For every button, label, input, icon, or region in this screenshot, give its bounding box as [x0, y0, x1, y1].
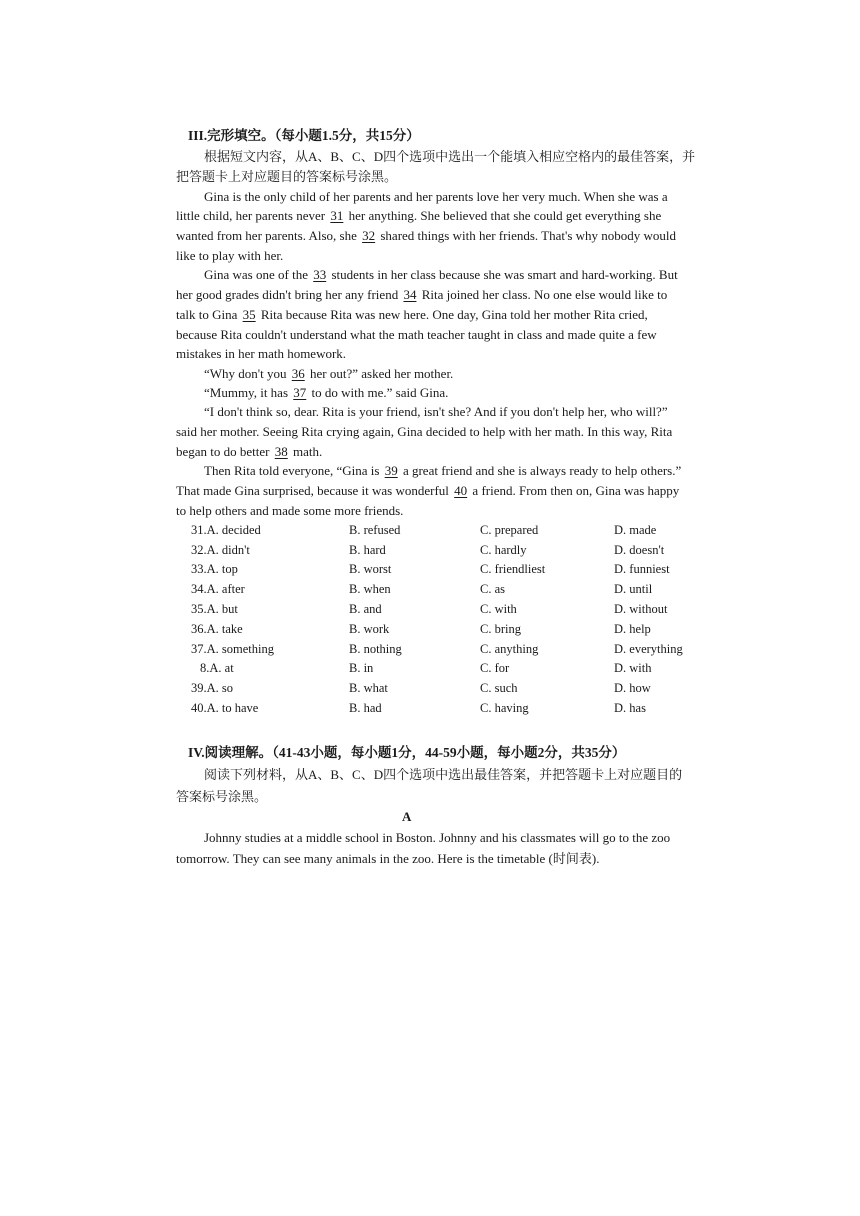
passage-line: Gina was one of the 33 students in her class because she was smart and hard-working. But	[204, 267, 678, 282]
blank-35: 35	[242, 307, 256, 322]
section4-heading: IV.阅读理解。（41-43小题，每小题1分，44-59小题，每小题2分，共35分）	[188, 745, 626, 760]
option-c: C. as	[480, 582, 505, 596]
option-d: D. funniest	[614, 562, 670, 576]
option-c: C. friendliest	[480, 562, 546, 576]
passage-line: talk to Gina 35 Rita because Rita was new here. One day, Gina told her mother Rita cried,	[176, 307, 648, 322]
option-d: D. with	[614, 661, 652, 675]
passage-line: to help others and made some more friends.	[176, 503, 404, 518]
option-a: 34.A. after	[191, 582, 245, 596]
option-a: 32.A. didn't	[191, 543, 250, 557]
option-a: 8.A. at	[200, 661, 234, 675]
option-a: 35.A. but	[191, 602, 238, 616]
option-d: D. until	[614, 582, 653, 596]
passage-line: tomorrow. They can see many animals in the zoo. Here is the timetable (时间表).	[176, 851, 600, 866]
option-b: B. worst	[349, 562, 392, 576]
passage-line: Then Rita told everyone, “Gina is 39 a great friend and she is always ready to help others.”	[204, 463, 682, 478]
option-d: D. everything	[614, 642, 683, 656]
option-d: D. has	[614, 701, 646, 715]
option-c: C. with	[480, 602, 517, 616]
option-a: 31.A. decided	[191, 523, 261, 537]
passage-line: Gina is the only child of her parents and her parents love her very much. When she was a	[204, 189, 668, 204]
option-b: B. hard	[349, 543, 386, 557]
option-a: 39.A. so	[191, 681, 234, 695]
passage-line: Johnny studies at a middle school in Boston. Johnny and his classmates will go to the zoo	[204, 830, 671, 845]
option-c: C. prepared	[480, 523, 539, 537]
passage-line: her good grades didn't bring her any friend 34 Rita joined her class. No one else would like to	[176, 287, 668, 302]
passage-label: A	[402, 809, 412, 824]
option-d: D. help	[614, 622, 651, 636]
option-b: B. what	[349, 681, 388, 695]
option-b: B. refused	[349, 523, 401, 537]
blank-39: 39	[384, 463, 398, 478]
blank-38: 38	[274, 444, 288, 459]
passage-line: little child, her parents never 31 her anything. She believed that she could get everything she	[176, 208, 662, 223]
option-b: B. and	[349, 602, 382, 616]
option-d: D. made	[614, 523, 657, 537]
section4-instruction-line2: 答案标号涂黑。	[176, 789, 268, 804]
option-c: C. such	[480, 681, 518, 695]
passage-line: mistakes in her math homework.	[176, 346, 347, 361]
blank-36: 36	[291, 366, 305, 381]
section3-instruction-line2: 把答题卡上对应题目的答案标号涂黑。	[176, 169, 398, 184]
option-c: C. anything	[480, 642, 539, 656]
option-c: C. bring	[480, 622, 521, 636]
blank-31: 31	[330, 208, 344, 223]
passage-line: because Rita couldn't understand what the math teacher taught in class and made quite a few	[176, 327, 657, 342]
section3-heading: III.完形填空。（每小题1.5分，共15分）	[188, 128, 420, 143]
option-a: 33.A. top	[191, 562, 238, 576]
option-b: B. when	[349, 582, 391, 596]
passage-line: wanted from her parents. Also, she 32 shared things with her friends. That's why nobody would	[176, 228, 677, 243]
option-b: B. work	[349, 622, 390, 636]
passage-line: “Mummy, it has 37 to do with me.” said Gina.	[204, 385, 449, 400]
option-a: 37.A. something	[191, 642, 274, 656]
blank-32: 32	[362, 228, 376, 243]
option-d: D. without	[614, 602, 668, 616]
passage-line: “Why don't you 36 her out?” asked her mother.	[204, 366, 454, 381]
option-b: B. nothing	[349, 642, 402, 656]
passage-line: “I don't think so, dear. Rita is your friend, isn't she? And if you don't help her, who will?”	[204, 404, 668, 419]
option-a: 40.A. to have	[191, 701, 259, 715]
passage-line: That made Gina surprised, because it was wonderful 40 a friend. From then on, Gina was happy	[176, 483, 680, 498]
option-b: B. in	[349, 661, 374, 675]
option-a: 36.A. take	[191, 622, 243, 636]
passage-line: like to play with her.	[176, 248, 284, 263]
option-d: D. doesn't	[614, 543, 665, 557]
option-c: C. having	[480, 701, 529, 715]
blank-40: 40	[454, 483, 468, 498]
section3-instruction-line1: 根据短文内容，从A、B、C、D四个选项中选出一个能填入相应空格内的最佳答案，并	[204, 149, 696, 164]
passage-line: began to do better 38 math.	[176, 444, 323, 459]
option-c: C. for	[480, 661, 510, 675]
passage-line: said her mother. Seeing Rita crying again, Gina decided to help with her math. In this way, Rita	[176, 424, 673, 439]
option-d: D. how	[614, 681, 651, 695]
option-c: C. hardly	[480, 543, 527, 557]
blank-37: 37	[293, 385, 307, 400]
blank-34: 34	[403, 287, 417, 302]
blank-33: 33	[313, 267, 327, 282]
option-b: B. had	[349, 701, 382, 715]
section4-instruction-line1: 阅读下列材料，从A、B、C、D四个选项中选出最佳答案，并把答题卡上对应题目的	[204, 767, 683, 782]
